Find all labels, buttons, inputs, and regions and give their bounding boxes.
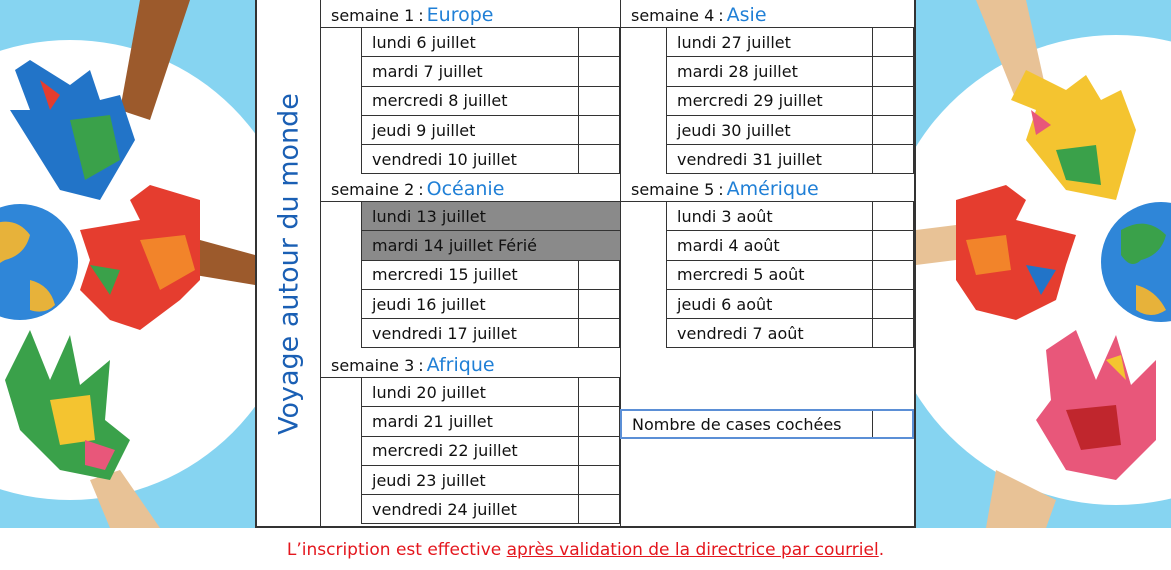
- day-label: lundi 13 juillet: [372, 206, 486, 226]
- day-row: [361, 27, 579, 57]
- day-row: [361, 436, 579, 466]
- day-label: mardi 14 juillet Férié: [372, 235, 537, 255]
- day-checkbox-cell[interactable]: [578, 144, 620, 174]
- day-row: [666, 115, 873, 145]
- week-colon: :: [418, 356, 424, 375]
- day-label: mardi 7 juillet: [372, 61, 483, 81]
- day-label: mardi 21 juillet: [372, 411, 493, 431]
- week-label: semaine 1: [331, 6, 415, 25]
- week-label: semaine 2: [331, 180, 415, 199]
- day-label: mercredi 15 juillet: [372, 265, 518, 285]
- day-row: [666, 318, 873, 348]
- week-colon: :: [418, 180, 424, 199]
- day-label: mercredi 22 juillet: [372, 441, 518, 461]
- page-title: Voyage autour du monde: [273, 93, 305, 435]
- day-row: [361, 144, 579, 174]
- day-label: jeudi 23 juillet: [372, 470, 486, 490]
- day-row: [361, 56, 579, 86]
- day-row: [361, 230, 621, 260]
- day-label: lundi 3 août: [677, 206, 773, 226]
- day-row: [361, 86, 579, 116]
- week-label: semaine 3: [331, 356, 415, 375]
- left-hands-illustration: [0, 0, 255, 528]
- day-label: mercredi 29 juillet: [677, 91, 823, 111]
- week-label: semaine 4: [631, 6, 715, 25]
- day-row: [361, 289, 579, 319]
- week-continent: Asie: [726, 4, 767, 26]
- day-label: vendredi 7 août: [677, 323, 804, 343]
- right-hands-illustration: [916, 0, 1171, 528]
- day-label: lundi 20 juillet: [372, 382, 486, 402]
- day-checkbox-cell[interactable]: [872, 115, 914, 145]
- day-label: vendredi 24 juillet: [372, 499, 517, 519]
- day-checkbox-cell[interactable]: [578, 436, 620, 466]
- day-checkbox-cell[interactable]: [872, 260, 914, 290]
- day-row: [666, 289, 873, 319]
- checked-count-label: Nombre de cases cochées: [632, 414, 842, 434]
- day-row: [361, 201, 621, 231]
- day-checkbox-cell[interactable]: [872, 318, 914, 348]
- checked-count-box: [620, 409, 914, 439]
- day-label: mardi 28 juillet: [677, 61, 798, 81]
- day-row: [361, 377, 579, 407]
- day-checkbox-cell[interactable]: [872, 289, 914, 319]
- day-row: [361, 318, 579, 348]
- week-colon: :: [718, 6, 724, 25]
- day-label: jeudi 30 juillet: [677, 120, 791, 140]
- week-header-1: [331, 4, 493, 26]
- day-label: vendredi 31 juillet: [677, 149, 822, 169]
- week-continent: Afrique: [426, 354, 495, 376]
- day-checkbox-cell[interactable]: [872, 56, 914, 86]
- day-label: lundi 27 juillet: [677, 32, 791, 52]
- day-checkbox-cell[interactable]: [578, 465, 620, 495]
- day-row: [666, 27, 873, 57]
- day-row: [666, 144, 873, 174]
- day-checkbox-cell[interactable]: [872, 27, 914, 57]
- day-checkbox-cell[interactable]: [578, 27, 620, 57]
- day-row: [666, 230, 873, 260]
- week-header-5: [631, 178, 819, 200]
- day-row: [666, 260, 873, 290]
- day-row: [361, 115, 579, 145]
- center-column-divider: [620, 0, 621, 528]
- day-checkbox-cell[interactable]: [578, 289, 620, 319]
- day-checkbox-cell[interactable]: [872, 230, 914, 260]
- day-checkbox-cell[interactable]: [872, 201, 914, 231]
- day-label: vendredi 17 juillet: [372, 323, 517, 343]
- footer-text-underlined: après validation de la directrice par courriel: [506, 540, 879, 560]
- week-label: semaine 5: [631, 180, 715, 199]
- day-label: mercredi 5 août: [677, 265, 805, 285]
- week-header-3: [331, 354, 495, 376]
- day-label: jeudi 9 juillet: [372, 120, 476, 140]
- week-header-2: [331, 178, 504, 200]
- day-label: lundi 6 juillet: [372, 32, 476, 52]
- day-row: [361, 260, 579, 290]
- day-row: [666, 201, 873, 231]
- week-continent: Europe: [426, 4, 494, 26]
- day-checkbox-cell[interactable]: [872, 86, 914, 116]
- footer-text-before: L’inscription est effective: [286, 540, 507, 560]
- day-checkbox-cell[interactable]: [578, 86, 620, 116]
- week-continent: Amérique: [726, 178, 819, 200]
- day-checkbox-cell[interactable]: [872, 144, 914, 174]
- footer-text-after: .: [878, 540, 885, 560]
- week-continent: Océanie: [426, 178, 505, 200]
- day-checkbox-cell[interactable]: [578, 318, 620, 348]
- day-row: [361, 465, 579, 495]
- day-checkbox-cell[interactable]: [578, 494, 620, 524]
- day-checkbox-cell[interactable]: [578, 406, 620, 436]
- day-checkbox-cell[interactable]: [578, 260, 620, 290]
- day-row: [666, 86, 873, 116]
- day-checkbox-cell[interactable]: [578, 115, 620, 145]
- day-checkbox-cell[interactable]: [578, 377, 620, 407]
- page-title-vertical: [258, 0, 320, 528]
- day-row: [361, 494, 579, 524]
- day-row: [666, 56, 873, 86]
- checked-count-divider: [872, 411, 873, 437]
- day-row: [361, 406, 579, 436]
- week-header-4: [631, 4, 767, 26]
- day-label: jeudi 16 juillet: [372, 294, 486, 314]
- day-label: vendredi 10 juillet: [372, 149, 517, 169]
- week-colon: :: [418, 6, 424, 25]
- week-colon: :: [718, 180, 724, 199]
- day-label: mercredi 8 juillet: [372, 91, 508, 111]
- title-column-divider: [320, 0, 321, 528]
- day-label: mardi 4 août: [677, 235, 780, 255]
- day-checkbox-cell[interactable]: [578, 56, 620, 86]
- footer-note: [0, 540, 1171, 560]
- day-label: jeudi 6 août: [677, 294, 773, 314]
